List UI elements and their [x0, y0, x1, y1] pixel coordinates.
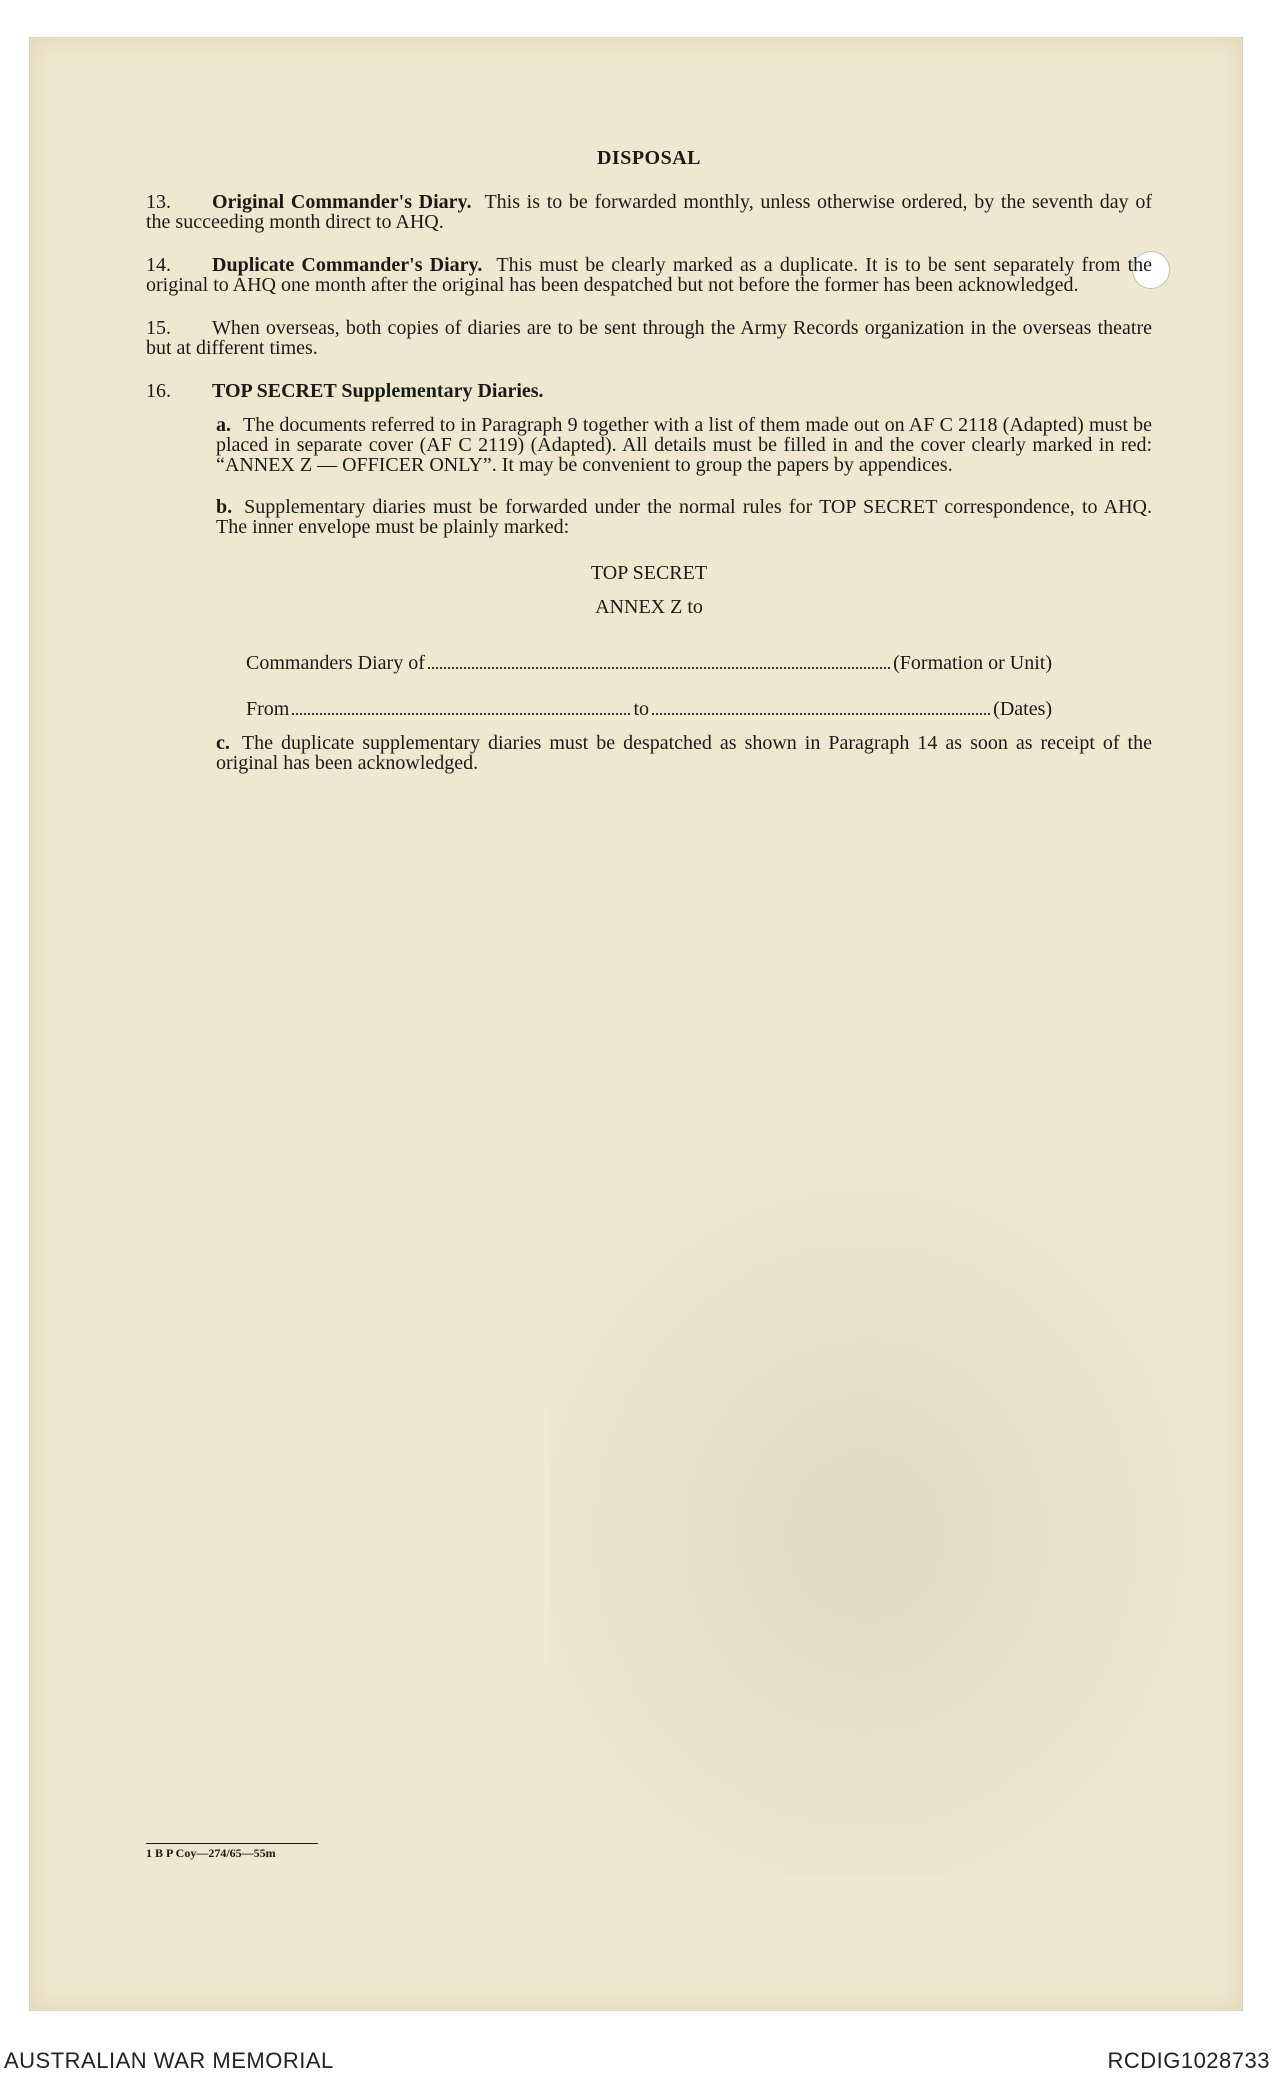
paragraph-15 [146, 318, 1152, 358]
diary-of-label: Commanders Diary of [246, 652, 425, 674]
subparagraph-letter: a. [216, 414, 231, 436]
print-code: 1 B P Coy—274/65—55m [146, 1843, 318, 1861]
paragraph-number: 13. [146, 191, 171, 213]
marking-top-secret: TOP SECRET [590, 562, 708, 584]
paragraph-title: TOP SECRET Supplementary Diaries. [212, 380, 544, 402]
fill-in-dots [652, 712, 990, 715]
formation-unit-label: (Formation or Unit) [893, 652, 1052, 674]
dates-label: (Dates) [993, 698, 1053, 720]
subparagraph-text: The documents referred to in Paragraph 9 together with a list of them made out on AF C 2118 (Adapted) must be placed in separate cover (AF C 2119) (Adapted). All details must be filled in and the cover clearly marked in red: “ANNEX Z — OFFICER ONLY”. It may be convenient to group the papers by appendices. [216, 414, 1152, 476]
subparagraph-b [216, 497, 1152, 537]
fill-in-dots [428, 666, 890, 669]
subparagraph-letter: b. [216, 496, 233, 518]
paragraph-title: Duplicate Commander's Diary. [212, 254, 483, 276]
document-body [146, 148, 1152, 795]
paragraph-number: 15. [146, 317, 171, 339]
archive-id: RCDIG1028733 [1107, 2048, 1270, 2073]
section-heading: DISPOSAL [596, 147, 702, 169]
subparagraph-text: The duplicate supplementary diaries must be despatched as shown in Paragraph 14 as soon as receipt of the original has been acknowledged. [216, 732, 1152, 774]
paragraph-number: 14. [146, 254, 171, 276]
subparagraph-c [216, 733, 1152, 773]
to-label: to [633, 698, 650, 720]
paragraph-text: When overseas, both copies of diaries are to be sent through the Army Records organization in the overseas theatre but at different times. [146, 317, 1152, 359]
subparagraph-text: Supplementary diaries must be forwarded under the normal rules for TOP SECRET correspondence, to AHQ. The inner envelope must be plainly marked: [216, 496, 1152, 538]
from-label: From [246, 698, 290, 720]
paragraph-16 [146, 381, 1152, 401]
diary-of-line [246, 653, 1052, 673]
paragraph-14 [146, 255, 1152, 295]
paragraph-text: This is to be forwarded monthly, unless otherwise ordered, by the seventh day of the succeeding month direct to AHQ. [146, 191, 1152, 233]
subparagraph-a [216, 415, 1152, 475]
document-page [30, 38, 1242, 2010]
shadow-smudge [550, 1118, 1250, 1878]
paragraph-title: Original Commander's Diary. [212, 191, 472, 213]
subparagraph-letter: c. [216, 732, 230, 754]
marking-annex-z: ANNEX Z to [595, 596, 703, 618]
fill-in-dots [292, 712, 630, 715]
archive-caption: AUSTRALIAN WAR MEMORIAL [4, 2048, 334, 2073]
paragraph-13 [146, 192, 1152, 232]
paragraph-text: This must be clearly marked as a duplicate. It is to be sent separately from the original to AHQ one month after the original has been despatched but not before the former has been acknowledged. [146, 254, 1153, 296]
dates-line [246, 699, 1052, 719]
paragraph-number: 16. [146, 380, 171, 402]
